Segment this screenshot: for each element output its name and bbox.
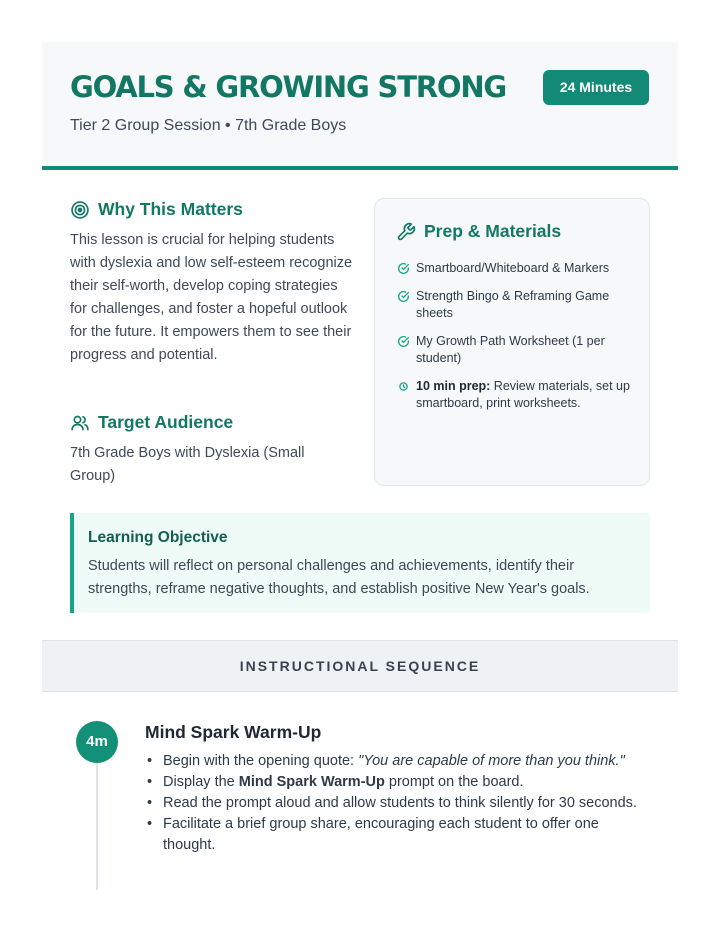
check-circle-icon bbox=[397, 290, 410, 303]
step-bullets bbox=[145, 751, 655, 856]
step-duration-badge: 4m bbox=[76, 721, 118, 763]
bullet-text: Begin with the opening quote: bbox=[163, 753, 359, 769]
prep-heading bbox=[396, 221, 561, 242]
step-bullet bbox=[145, 751, 655, 772]
duration-badge: 24 Minutes bbox=[543, 70, 649, 105]
bullet-text: prompt on the board. bbox=[384, 774, 524, 790]
prep-item-text: Review materials, set up smartboard, print worksheets. bbox=[416, 379, 630, 410]
prep-item bbox=[397, 260, 633, 277]
bullet-text: Read the prompt aloud and allow students to think silently for 30 seconds. bbox=[163, 795, 637, 811]
timeline-line bbox=[96, 763, 98, 890]
bullet-text: Facilitate a brief group share, encouraging each student to offer one thought. bbox=[163, 816, 599, 853]
prep-heading-label: Prep & Materials bbox=[424, 221, 562, 241]
check-circle-icon bbox=[397, 335, 410, 348]
objective-text: Students will reflect on personal challenges and achievements, identify their strengths, reframe negative thoughts, and establish positive New Year's goals. bbox=[88, 558, 590, 597]
prep-item-text: Smartboard/Whiteboard & Markers bbox=[416, 261, 610, 275]
objective-title: Learning Objective bbox=[88, 529, 228, 546]
lesson-subtitle: Tier 2 Group Session • 7th Grade Boys bbox=[70, 117, 347, 134]
prep-time-label: 10 min prep: bbox=[416, 379, 491, 393]
prep-item bbox=[397, 333, 633, 367]
lesson-title: GOALS & GROWING STRONG bbox=[70, 70, 507, 104]
sequence-label: INSTRUCTIONAL SEQUENCE bbox=[239, 658, 481, 674]
check-circle-icon bbox=[397, 262, 410, 275]
why-heading-label: Why This Matters bbox=[98, 199, 243, 219]
step-bullet bbox=[145, 814, 655, 856]
wrench-icon bbox=[396, 222, 416, 242]
bullet-text: Display the bbox=[163, 774, 239, 790]
step-bullet bbox=[145, 793, 655, 814]
lesson-card bbox=[42, 42, 678, 932]
step-title: Mind Spark Warm-Up bbox=[145, 722, 322, 742]
prep-item bbox=[397, 378, 633, 412]
step-bullet bbox=[145, 772, 655, 793]
opening-quote: "You are capable of more than you think." bbox=[358, 753, 625, 769]
target-icon bbox=[70, 200, 90, 220]
prep-panel bbox=[374, 198, 650, 486]
prep-item bbox=[397, 288, 633, 322]
bullet-emphasis: Mind Spark Warm-Up bbox=[238, 774, 385, 790]
clock-icon bbox=[397, 380, 410, 393]
audience-heading-label: Target Audience bbox=[98, 412, 234, 432]
prep-item-text: Strength Bingo & Reframing Game sheets bbox=[416, 289, 610, 320]
lesson-header bbox=[42, 42, 678, 170]
prep-list bbox=[397, 260, 633, 423]
why-text: This lesson is crucial for helping students with dyslexia and low self-esteem recognize their self-worth, develop coping strategies for challenges, and foster a hopeful outlook for the future. It empowers them to see their progress and potential. bbox=[70, 232, 353, 363]
users-icon bbox=[70, 413, 90, 433]
learning-objective bbox=[70, 513, 650, 613]
prep-item-text: My Growth Path Worksheet (1 per student) bbox=[416, 334, 605, 365]
audience-heading bbox=[70, 412, 233, 433]
sequence-header bbox=[42, 640, 678, 692]
why-heading bbox=[70, 199, 243, 220]
audience-text: 7th Grade Boys with Dyslexia (Small Group) bbox=[70, 445, 305, 484]
